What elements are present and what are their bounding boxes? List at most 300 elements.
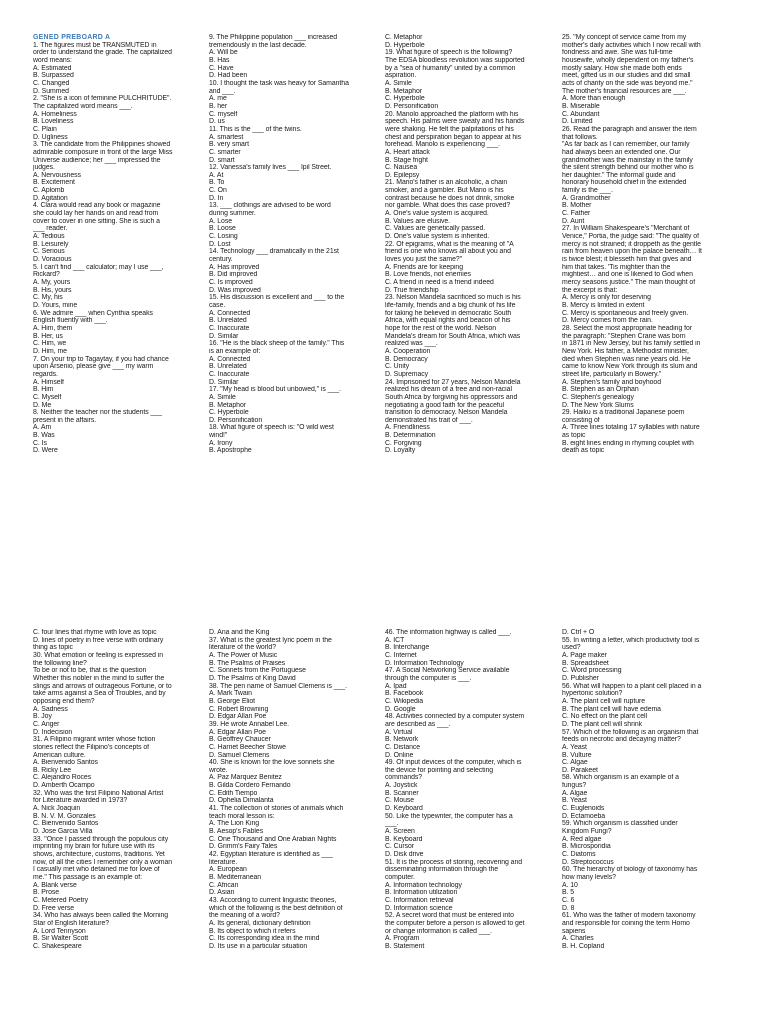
answer-choice: D. Him, me xyxy=(33,347,67,355)
answer-choice: C. Have xyxy=(209,64,234,72)
answer-choice: A. Virtual xyxy=(385,728,413,736)
answer-choice: A. Simile xyxy=(209,393,236,401)
answer-choice: C. A friend in need is a friend indeed xyxy=(385,279,494,286)
question-text-line: admirable composure in front of the large Miss xyxy=(33,148,173,156)
question-text-line: 59. Which organism is classified under xyxy=(562,820,678,828)
answer-choice: B. Him xyxy=(33,386,54,394)
question-text-line: 38. The pen name of Samuel Clemens is ___. xyxy=(209,682,347,690)
question-text-line: The EDSA bloodless revolution was supported xyxy=(385,56,525,64)
answer-choice: B. Network xyxy=(385,736,419,744)
answer-choice: B. Keyboard xyxy=(385,835,423,843)
answer-choice: D. Supremacy xyxy=(385,370,429,378)
answer-choice: D. us xyxy=(209,118,225,126)
question-text-line: grandmother was the mainstay in the family xyxy=(562,156,693,164)
question-text-line: during summer. xyxy=(209,210,256,218)
answer-choice: A. My, yours xyxy=(33,279,71,286)
question-text-line: opposing end them? xyxy=(33,697,95,705)
question-text-line: shows, architecture, customs, traditions. Yet xyxy=(33,851,165,859)
question-text-line: 24. Imprisoned for 27 years, Nelson Mandela xyxy=(385,378,521,386)
question-text-line: Universe audience; her ___ impressed the xyxy=(33,156,161,164)
answer-choice: C. Cursor xyxy=(385,843,415,851)
question-text-line: 33. "Once I passed through the populous city xyxy=(33,835,169,843)
answer-choice: D. Ophelia Dimalanta xyxy=(209,797,274,805)
answer-choice: B. Facebook xyxy=(385,690,424,698)
answer-choice: D. Asian xyxy=(209,889,235,897)
question-text-line: transition to democracy. Nelson Mandela xyxy=(385,409,508,417)
answer-choice: B. her xyxy=(209,102,228,110)
question-text-line: that follows. xyxy=(562,133,598,141)
answer-choice: C. Is xyxy=(33,439,47,447)
answer-choice: A. Will be xyxy=(209,49,238,57)
question-text-line: had always been an extended one. Our xyxy=(562,148,681,156)
answer-choice: A. Blank verse xyxy=(33,881,77,889)
answer-choice: B. Unrelated xyxy=(209,317,247,325)
answer-choice: D. Online xyxy=(385,751,414,759)
answer-choice: D. Disk drive xyxy=(385,851,424,859)
question-text-line: smoker, and a gambler. But Mario is his xyxy=(385,187,504,195)
question-text-line: cover to cover in one sitting. She is such a xyxy=(33,217,160,225)
answer-choice: D. Was improved xyxy=(209,286,261,294)
question-text-line: 48. Activities connected by a computer system xyxy=(385,713,525,721)
answer-choice: A. Estimated xyxy=(33,64,72,72)
question-text-line: mostly salary. How she made both ends xyxy=(562,64,682,72)
answer-choice: A. Mark Twain xyxy=(209,690,252,698)
answer-choice: D. Its use in a particular situation xyxy=(209,942,308,950)
question-text-line: sapiens xyxy=(562,927,586,935)
answer-choice: D. Indecision xyxy=(33,728,73,736)
answer-choice: C. Distance xyxy=(385,743,421,751)
answer-choice: C. Harriet Beecher Stowe xyxy=(209,743,286,751)
question-text-line: the excerpt is that: xyxy=(562,286,618,294)
answer-choice: D. In xyxy=(209,194,224,202)
answer-choice: A. Page maker xyxy=(562,651,607,659)
question-text-line: 21. Mario's father is an alcoholic, a chain xyxy=(385,179,508,187)
question-lines xyxy=(209,34,379,455)
question-text-line: negotiating a good faith for the peaceful xyxy=(385,401,505,409)
answer-choice: D. Edgar Allan Poe xyxy=(209,713,267,721)
answer-choice: D. Hyperbole xyxy=(385,41,425,49)
question-text-line: wind!" xyxy=(209,432,228,440)
answer-choice: C. Its corresponding idea in the mind xyxy=(209,935,320,943)
answer-choice: B. Aesop's Fables xyxy=(209,828,264,836)
question-text-line: Africa, with equal rights and beacon of his xyxy=(385,317,511,325)
question-text-line: as topic xyxy=(562,432,586,440)
document-title: GENED PREBOARD A xyxy=(33,34,111,41)
answer-choice: C. Father xyxy=(562,210,591,218)
question-text-line: mightiest… and one is likened to God when xyxy=(562,271,693,279)
question-text-line: 18. What figure of speech is: "O wild west xyxy=(209,424,334,432)
answer-choice: A. ICT xyxy=(385,636,405,644)
answer-choice: D. Loyalty xyxy=(385,447,416,455)
question-text-line: and ___. xyxy=(209,87,236,95)
answer-choice: D. Jose Garcia Villa xyxy=(33,828,93,836)
question-text-line: Mandela's dream for South Africa, which was xyxy=(385,332,521,340)
answer-choice: B. Prose xyxy=(33,889,60,897)
question-text-line: 57. Which of the following is an organism that xyxy=(562,728,699,736)
answer-choice: A. Information technology xyxy=(385,881,462,889)
answer-choice: C. Metaphor xyxy=(385,34,423,41)
question-text-line: street life, particularly in Bowery." xyxy=(562,370,662,378)
question-text-line: 2. "She is a icon of feminine PULCHRITUDE". xyxy=(33,95,172,103)
question-text-line: through the computer is ___. xyxy=(385,674,472,682)
question-text-line: or change information is called ___. xyxy=(385,927,492,935)
answer-choice: C. Sonnets from the Portuguese xyxy=(209,667,306,675)
answer-choice: A. Charles xyxy=(562,935,594,943)
answer-choice: D. The Psalms of King David xyxy=(209,674,296,682)
answer-choice: D. Amberth Ocampo xyxy=(33,782,95,790)
answer-choice: A. Its general, dictionary definition xyxy=(209,919,311,927)
question-text-line: 46. The information highway is called ___. xyxy=(385,629,512,636)
answer-choice: C. Hyperbole xyxy=(209,409,249,417)
question-text-line: him that takes. 'Tis mightier than the xyxy=(562,263,671,271)
question-text-line: mother's daily activities which I now recall with xyxy=(562,41,701,49)
answer-choice: B. Its object to which it refers xyxy=(209,927,296,935)
answer-choice: A. Has improved xyxy=(209,263,260,271)
question-text-line: for Literature awarded in 1973? xyxy=(33,797,128,805)
column-2 xyxy=(209,34,379,455)
answer-choice: D. Limited xyxy=(562,118,593,126)
answer-choice: B. Did improved xyxy=(209,271,258,279)
answer-choice: A. Yeast xyxy=(562,743,587,751)
answer-choice: A. European xyxy=(209,866,247,874)
answer-choice: D. The plant cell will shrink xyxy=(562,720,642,728)
question-text-line: Star of English literature? xyxy=(33,919,110,927)
question-text-line: the device for pointing and selecting xyxy=(385,766,494,774)
question-text-line: 23. Nelson Mandela sacrificed so much is his xyxy=(385,294,521,302)
question-text-line: 32. Who was the first Filipino National Artist xyxy=(33,789,164,797)
answer-choice: A. Nick Joaquin xyxy=(33,805,81,813)
answer-choice: A. Program xyxy=(385,935,420,943)
question-text-line: for taking he believed in democratic South xyxy=(385,309,512,317)
column-1 xyxy=(33,34,203,455)
column-1 xyxy=(33,629,203,951)
answer-choice: D. Google xyxy=(385,705,416,713)
answer-choice: B. Metaphor xyxy=(209,401,246,409)
question-text-line: imprinting my brain for future use with its xyxy=(33,843,155,851)
question-text-line: chest and perspiration began to appear at his xyxy=(385,133,522,141)
question-text-line: literature of the world? xyxy=(209,644,276,652)
question-text-line: me." This passage is an example of: xyxy=(33,874,142,881)
question-text-line: she could lay her hands on and read from xyxy=(33,210,159,218)
question-text-line: regards. xyxy=(33,370,58,378)
question-text-line: 14. Technology ___ dramatically in the 21st xyxy=(209,248,339,256)
question-text-line: New York. His father, a Methodist minister, xyxy=(562,347,689,355)
question-text-line: 20. Manolo approached the platform with his xyxy=(385,110,519,118)
answer-choice: D. Parakeet xyxy=(562,766,598,774)
answer-choice: C. Him, we xyxy=(33,340,67,348)
answer-choice: C. Is improved xyxy=(209,279,253,286)
question-text-line: case. xyxy=(209,301,226,309)
question-lines xyxy=(562,629,732,951)
question-text-line: ___. xyxy=(385,820,399,828)
answer-choice: B. Love friends, not enemies xyxy=(385,271,471,279)
answer-choice: C. Euglenoids xyxy=(562,805,605,813)
answer-choice: B. 5 xyxy=(562,889,575,897)
question-text-line: consisting of xyxy=(562,416,600,424)
answer-choice: B. Has xyxy=(209,56,230,64)
question-text-line: 55. In writing a letter, which productivity tool is xyxy=(562,636,700,644)
question-text-line: came to know New York through its slum and xyxy=(562,363,698,371)
answer-choice: B. The Psalms of Praises xyxy=(209,659,286,667)
question-text-line: word means: xyxy=(33,56,72,64)
question-text-line: Whether this nobler in the mind to suffer the xyxy=(33,674,165,682)
answer-choice: B. Loveliness xyxy=(33,118,74,126)
answer-choice: A. Heart attack xyxy=(385,148,430,156)
question-text-line: life-family, friends and a big chunk of his life xyxy=(385,301,516,309)
question-text-line: computer. xyxy=(385,874,415,881)
question-text-line: aspiration. xyxy=(385,72,417,80)
answer-choice: B. Leisurely xyxy=(33,240,69,248)
answer-choice: B. Geoffrey Chaucer xyxy=(209,736,271,744)
answer-choice: D. Had been xyxy=(209,72,248,80)
question-text-line: 13. ___ clothings are advised to be word xyxy=(209,202,331,210)
question-text-line: ___ reader. xyxy=(33,225,68,233)
question-text-line: century. xyxy=(209,256,233,264)
answer-choice: A. Lord Tennyson xyxy=(33,927,86,935)
question-text-line: 6. We admire ___ when Cynthia speaks xyxy=(33,309,153,317)
answer-choice: B. Mercy is limited in extent xyxy=(562,301,645,309)
answer-choice: B. H. Copland xyxy=(562,942,605,950)
answer-choice: C. Changed xyxy=(33,79,70,87)
question-text-line: To be or not to be, that is the question xyxy=(33,667,147,675)
column-3 xyxy=(385,629,555,951)
answer-choice: A. Himself xyxy=(33,378,64,386)
question-text-line: 41. The collection of stories of animals which xyxy=(209,805,344,813)
question-text-line: literature. xyxy=(209,858,238,866)
answer-choice: B. George Eliot xyxy=(209,697,255,705)
question-text-line: tremendously in the last decade. xyxy=(209,41,307,49)
answer-choice: D. Grimm's Fairy Tales xyxy=(209,843,278,851)
answer-choice: A. Stephen's family and boyhood xyxy=(562,378,661,386)
answer-choice: D. Ctrl + O xyxy=(562,629,595,636)
answer-choice: C. African xyxy=(209,881,239,889)
answer-choice: D. Were xyxy=(33,447,58,455)
answer-choice: D. lines of poetry in free verse with ordinary xyxy=(33,636,164,644)
answer-choice: D. Similar xyxy=(209,332,239,340)
answer-choice: A. The Power of Music xyxy=(209,651,278,659)
answer-choice: D. Similar xyxy=(209,378,239,386)
question-text-line: nor gamble. What does this case proved? xyxy=(385,202,511,210)
answer-choice: C. Robert Browning xyxy=(209,705,269,713)
question-text-line: The capitalized word means ___. xyxy=(33,102,133,110)
question-text-line: 39. He wrote Annabel Lee. xyxy=(209,720,289,728)
question-text-line: upon Arsenio, please give ___ my warm xyxy=(33,363,154,371)
answer-choice: B. Information utilization xyxy=(385,889,458,897)
page-bottom-half xyxy=(0,626,768,1024)
question-text-line: teach moral lesson is: xyxy=(209,812,275,820)
question-text-line: demonstrated his trait of ___. xyxy=(385,416,473,424)
answer-choice: A. Mercy is only for deserving xyxy=(562,294,651,302)
question-text-line: 31. A Filipino migrant writer whose fiction xyxy=(33,736,156,744)
question-text-line: 1. The figures must be TRANSMUTED in xyxy=(33,41,157,49)
answer-choice: C. One Thousand and One Arabian Nights xyxy=(209,835,337,843)
question-text-line: 28. Select the most appropriate heading for xyxy=(562,324,693,332)
question-text-line: I casually met who detained me for love of xyxy=(33,866,160,874)
question-text-line: 30. What emotion or feeling is expressed in xyxy=(33,651,163,659)
question-text-line: which of the following is the best definition of xyxy=(209,904,343,912)
answer-choice: B. Stage fright xyxy=(385,156,428,164)
answer-choice: A. At xyxy=(209,171,224,179)
answer-choice: D. Aunt xyxy=(562,217,585,225)
question-text-line: fungus? xyxy=(562,782,587,790)
question-text-line: 43. According to current linguistic theories, xyxy=(209,896,337,904)
question-text-line: South Africa by forgiving his oppressors and xyxy=(385,393,518,401)
question-text-line: 37. What is the greatest lyric poem in the xyxy=(209,636,332,644)
question-text-line: realized was ___. xyxy=(385,340,438,348)
question-text-line: 40. She is known for the love sonnets she xyxy=(209,759,335,767)
question-text-line: and responsible for coining the term Homo xyxy=(562,919,690,927)
question-text-line: slings and arrows of outrageous Fortune, or to xyxy=(33,682,172,690)
question-text-line: 61. Who was the father of modern taxonomy xyxy=(562,912,696,920)
question-text-line: friend is one who knows all about you and xyxy=(385,248,511,256)
answer-choice: B. Values are elusive. xyxy=(385,217,451,225)
answer-choice: A. Tedious xyxy=(33,233,65,241)
answer-choice: D. Samuel Clemens xyxy=(209,751,270,759)
answer-choice: B. Excitement xyxy=(33,179,75,187)
answer-choice: B. Democracy xyxy=(385,355,428,363)
column-4 xyxy=(562,34,732,455)
answer-choice: B. Metaphor xyxy=(385,87,422,95)
answer-choice: B. eight lines ending in rhyming couplet with xyxy=(562,439,694,447)
answer-choice: A. Paz Marquez Benitez xyxy=(209,774,282,782)
answer-choice: B. Scanner xyxy=(385,789,419,797)
answer-choice: B. very smart xyxy=(209,141,249,149)
answer-choice: C. Losing xyxy=(209,233,238,241)
answer-choice: C. Mercy is spontaneous and freely given. xyxy=(562,309,689,317)
answer-choice: C. smarter xyxy=(209,148,241,156)
answer-choice: C. Serious xyxy=(33,248,65,256)
answer-choice: C. Values are genetically passed. xyxy=(385,225,486,233)
question-text-line: 47. A Social Networking Service available xyxy=(385,667,510,675)
answer-choice: A. me xyxy=(209,95,227,103)
question-text-line: 4. Clara would read any book or magazine xyxy=(33,202,161,210)
answer-choice: C. Mouse xyxy=(385,797,415,805)
answer-choice: D. Publisher xyxy=(562,674,599,682)
answer-choice: A. Ipad xyxy=(385,682,407,690)
answer-choice: B. Joy xyxy=(33,713,52,721)
answer-choice: A. Homeliness xyxy=(33,110,77,118)
question-text-line: forehead. Manolo is experiencing ___. xyxy=(385,141,500,149)
column-3 xyxy=(385,34,555,455)
answer-choice: D. Ana and the King xyxy=(209,629,270,636)
answer-choice: B. To xyxy=(209,179,225,187)
answer-choice: C. On xyxy=(209,187,227,195)
question-text-line: commands? xyxy=(385,774,423,782)
answer-choice: B. Spreadsheet xyxy=(562,659,609,667)
question-text-line: contrast because he does not drink, smoke xyxy=(385,194,515,202)
question-text-line: in 1871 in New Jersey, but his family settled in xyxy=(562,340,701,348)
question-text-line: the computer before a person is allowed to get xyxy=(385,919,525,927)
question-text-line: hope for the rest of the world. Nelson xyxy=(385,324,497,332)
question-text-line: 27. In William Shakespeare's "Merchant of xyxy=(562,225,690,233)
question-text-line: the meaning of a word? xyxy=(209,912,280,920)
question-text-line: is twice blest; it blesseth him that gives and xyxy=(562,256,692,264)
question-text-line: take arms against a Sea of Troubles, and by xyxy=(33,690,166,698)
question-text-line: American culture. xyxy=(33,751,86,759)
question-text-line: stories reflect the Filipino's concepts of xyxy=(33,743,150,751)
answer-choice: A. Irony xyxy=(209,439,233,447)
answer-choice: A. Sadness xyxy=(33,705,68,713)
answer-choice: C. Inaccurate xyxy=(209,324,250,332)
question-text-line: the paragraph: "Stephen Crane was born xyxy=(562,332,686,340)
answer-choice: B. Statement xyxy=(385,942,425,950)
answer-choice: D. Personification xyxy=(385,102,439,110)
question-text-line: judges. xyxy=(33,164,55,172)
answer-choice: D. 8 xyxy=(562,904,575,912)
question-text-line: 17. "My head is blood but unbowed," is ___. xyxy=(209,386,341,394)
question-text-line: speech. His palms were sweaty and his hands xyxy=(385,118,525,126)
answer-choice: C. Plain xyxy=(33,125,57,133)
answer-choice: C. myself xyxy=(209,110,238,118)
question-text-line: 29. Haiku is a traditional Japanese poem xyxy=(562,409,685,417)
answer-choice: A. Him, them xyxy=(33,324,73,332)
answer-choice: A. One's value system is acquired. xyxy=(385,210,489,218)
answer-choice: A. The plant cell will rupture xyxy=(562,697,646,705)
question-lines xyxy=(562,34,732,455)
answer-choice: B. Microsporidia xyxy=(562,843,611,851)
answer-choice: C. My, his xyxy=(33,294,63,302)
question-lines xyxy=(385,629,555,951)
answer-choice: A. The Lion King xyxy=(209,820,260,828)
answer-choice: C. Abundant xyxy=(562,110,600,118)
question-text-line: 60. The hierarchy of biology of taxonomy has xyxy=(562,866,698,874)
question-text-line: 58. Which organism is an example of a xyxy=(562,774,679,782)
answer-choice: A. Red algae xyxy=(562,835,602,843)
answer-choice: B. Stephen as an Orphan xyxy=(562,386,639,394)
answer-choice: C. four lines that rhyme with love as topic xyxy=(33,629,157,636)
question-text-line: 25. "My concept of service came from my xyxy=(562,34,687,41)
answer-choice: C. 6 xyxy=(562,896,575,904)
answer-choice: D. Free verse xyxy=(33,904,75,912)
question-text-line: death as topic xyxy=(562,447,605,455)
question-text-line: meet, gifted us in our studies and did small xyxy=(562,72,691,80)
question-text-line: 9. The Philippine population ___ increased xyxy=(209,34,338,41)
answer-choice: C. Diatoms xyxy=(562,851,596,859)
answer-choice: B. Ricky Lee xyxy=(33,766,72,774)
answer-choice: B. Mother xyxy=(562,202,592,210)
answer-choice: D. Ugliness xyxy=(33,133,68,141)
question-text-line: rain from heaven upon the palace beneath… It xyxy=(562,248,702,256)
answer-choice: D. Personification xyxy=(209,416,263,424)
answer-choice: C. Unity xyxy=(385,363,410,371)
answer-choice: A. Friendliness xyxy=(385,424,430,432)
question-text-line: 10. I thought the task was heavy for Samantha xyxy=(209,79,349,87)
answer-choice: D. smart xyxy=(209,156,235,164)
answer-choice: A. smartest xyxy=(209,133,244,141)
answer-choice: B. Interchange xyxy=(385,644,430,652)
answer-choice: C. Edith Tiempo xyxy=(209,789,258,797)
answer-choice: C. Hyperbole xyxy=(385,95,425,103)
answer-choice: D. True friendship xyxy=(385,286,439,294)
question-text-line: present in the affairs. xyxy=(33,416,97,424)
answer-choice: A. Screen xyxy=(385,828,415,836)
answer-choice: B. Unrelated xyxy=(209,363,247,371)
answer-choice: C. Bienvenido Santos xyxy=(33,820,99,828)
question-text-line: 49. Of input devices of the computer, which is xyxy=(385,759,522,767)
question-text-line: used? xyxy=(562,644,581,652)
answer-choice: B. Yeast xyxy=(562,797,587,805)
question-text-line: honorary household chief in the extended xyxy=(562,179,687,187)
answer-choice: B. Mediterranean xyxy=(209,874,262,881)
answer-choice: A. Am xyxy=(33,424,52,432)
question-text-line: are described as ___. xyxy=(385,720,451,728)
answer-choice: A. Edgar Allan Poe xyxy=(209,728,266,736)
answer-choice: A. Algae xyxy=(562,789,588,797)
answer-choice: B. Sir Walter Scott xyxy=(33,935,89,943)
question-text-line: English fluently with ___. xyxy=(33,317,108,325)
answer-choice: B. The plant cell will have edema xyxy=(562,705,661,713)
answer-choice: C. Anger xyxy=(33,720,60,728)
